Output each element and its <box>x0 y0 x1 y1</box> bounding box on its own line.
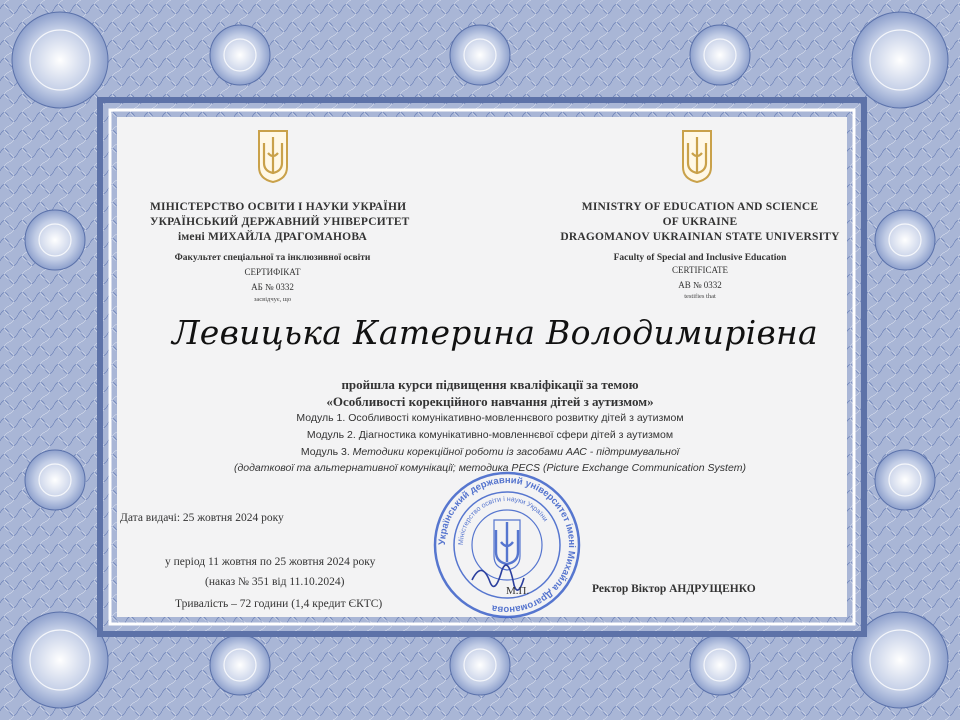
right-header-line3: DRAGOMANOV UKRAINIAN STATE UNIVERSITY <box>560 231 840 243</box>
right-faculty: Faculty of Special and Inclusive Education <box>613 253 787 263</box>
course-duration: Тривалість – 72 години (1,4 кредит ЄКТС) <box>175 598 383 610</box>
left-testifies: засвідчує, що <box>253 296 292 303</box>
issue-date: Дата видачі: 25 жовтня 2024 року <box>120 512 284 524</box>
course-period: у період 11 жовтня по 25 жовтня 2024 року <box>165 556 376 568</box>
module-2: Модуль 2. Діагностика комунікативно-мовленнєвої сфери дітей з аутизмом <box>306 429 674 441</box>
module-3-prefix: Модуль 3. <box>300 446 350 458</box>
left-doc-type: СЕРТИФІКАТ <box>244 267 301 277</box>
left-header-line3: імені МИХАЙЛА ДРАГОМАНОВА <box>178 231 367 243</box>
trident-left-icon <box>257 129 289 183</box>
recipient-name: Левицька Катерина Володимирівна <box>171 313 819 352</box>
left-header-line2: УКРАЇНСЬКИЙ ДЕРЖАВНИЙ УНІВЕРСИТЕТ <box>150 216 410 228</box>
left-number: АБ № 0332 <box>251 282 294 292</box>
rector-signature: Ректор Віктор АНДРУЩЕНКО <box>592 583 756 595</box>
right-testifies: testifies that <box>684 293 716 300</box>
seal-outer-text: Український державний університет імені Михайла Драгоманова <box>436 474 578 616</box>
left-header-line1: МІНІСТЕРСТВО ОСВІТИ І НАУКИ УКРАЇНИ <box>150 201 407 213</box>
module-3 <box>180 446 800 458</box>
university-seal <box>432 470 582 620</box>
module-3-text: Методики корекційної роботи із засобами ААС - підтримувальної <box>352 446 680 458</box>
module-1: Модуль 1. Особливості комунікативно-мовленнєвого розвитку дітей з аутизмом <box>296 412 684 424</box>
course-intro: пройшла курси підвищення кваліфікації за темою <box>341 377 639 392</box>
order-number: (наказ № 351 від 11.10.2024) <box>205 576 345 588</box>
right-header-line1: MINISTRY OF EDUCATION AND SCIENCE <box>581 201 819 213</box>
right-doc-type: CERTIFICATE <box>672 265 728 275</box>
right-header-line2: OF UKRAINE <box>662 216 738 228</box>
module-3-continued: (додаткової та альтернативної комунікації; методика PECS (Picture Exchange Communication System) <box>233 462 747 474</box>
right-number: АВ № 0332 <box>678 280 722 290</box>
seal-inner-text: Міністерство освіти і науки України <box>457 495 549 546</box>
seal-place-mark: М.П. <box>506 585 530 597</box>
trident-right-icon <box>681 129 713 183</box>
course-title: «Особливості корекційного навчання дітей з аутизмом» <box>326 394 654 409</box>
left-faculty: Факультет спеціальної та інклюзивної освіти <box>174 253 371 263</box>
